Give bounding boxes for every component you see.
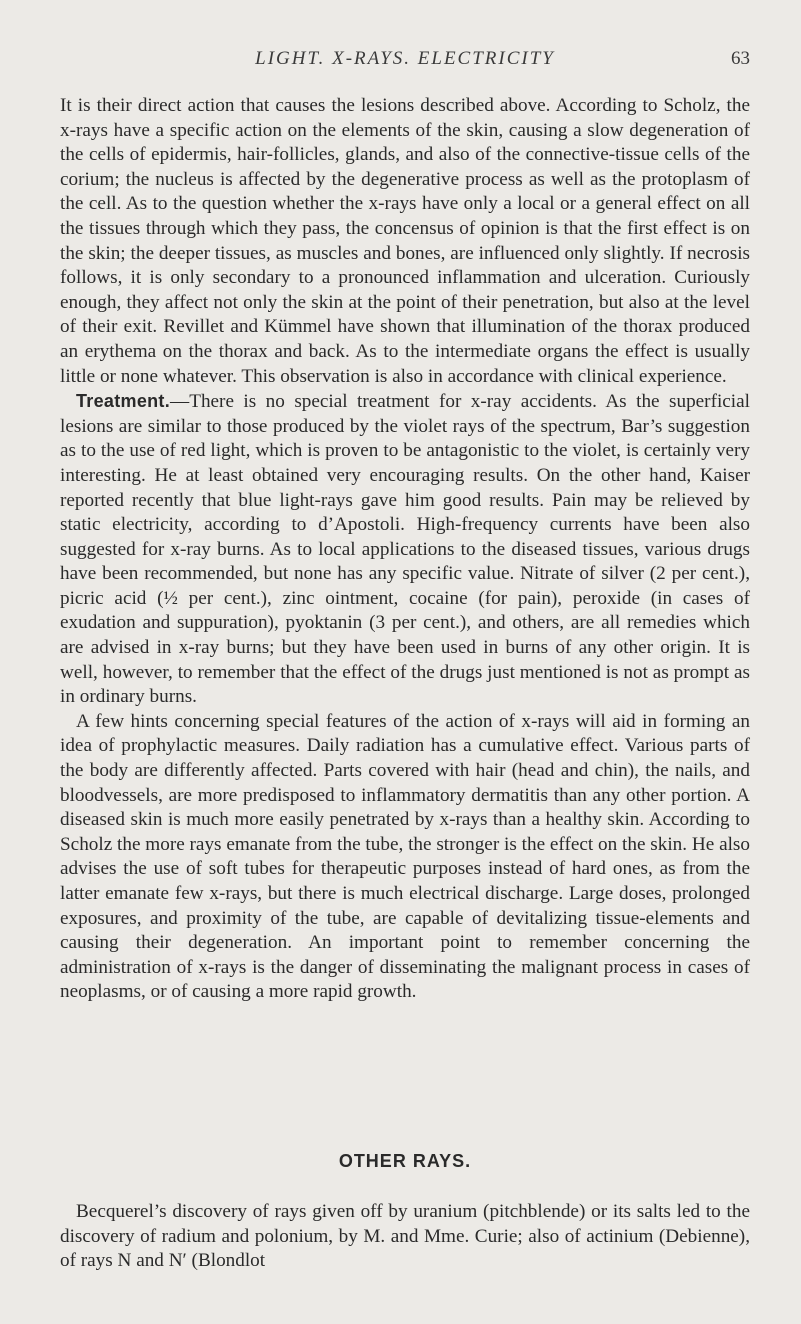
running-title: LIGHT. X-RAYS. ELECTRICITY [255, 48, 555, 69]
section-heading-other-rays: OTHER RAYS. [338, 1151, 472, 1171]
paragraph-lesions: It is their direct action that causes the lesions described above. According to Scholz, the x-rays have a specific action on the elements of the skin, causing a slow degeneration of the cells of epidermis, hair-follicles, glands, and also of the connective-tissue cells of the corium; the nucleus is affected by the degenerative process as well as the protoplasm of the cell. As to the question whether the x-rays have only a local or a general effect on all the tissues through which they pass, the concensus of opinion is that the first effect is on the skin; the deeper tissues, as muscles and bones, are influenced only slightly. If necrosis follows, it is only secondary to a pronounced inflammation and ulceration. Curiously enough, they affect not only the skin at the point of their penetration, but also at the level of their exit. Revillet and Kümmel have shown that illumination of the thorax produced an erythema on the thorax and back. As to the intermediate organs the effect is usually little or none whatever. This observation is also in accordance with clinical experience. [60, 95, 750, 387]
paragraph-becquerel: Becquerel’s discovery of rays given off by uranium (pitchblende) or its salts led to the discovery of radium and polonium, by M. and Mme. Curie; also of actinium (Debienne), of rays N and N′ (Blondlot [60, 1201, 750, 1272]
body-text [60, 94, 750, 1005]
page-number: 63 [731, 48, 750, 69]
paragraph-prophylaxis: A few hints concerning special features of the action of x-rays will aid in forming an idea of prophylactic measures. Daily radiation has a cumulative effect. Various parts of the body are differently affected. Parts covered with hair (head and chin), the nails, and bloodvessels, are more predisposed to inflammatory dermatitis than any other portion. A diseased skin is much more easily penetrated by x-rays than a healthy skin. According to Scholz the more rays emanate from the tube, the stronger is the effect on the skin. He also advises the use of soft tubes for therapeutic purposes instead of hard ones, as from the latter emanate few x-rays, but there is much electrical discharge. Large doses, prolonged exposures, and proximity of the tube, are capable of devitalizing tissue-elements and causing their degeneration. An important point to remember concerning the administration of x-rays is the danger of disseminating the malignant process in cases of neoplasms, or of causing a more rapid growth. [60, 710, 750, 1003]
treatment-run-in-heading: Treatment. [76, 391, 171, 412]
running-head [60, 48, 750, 78]
treatment-text: —There is no special treatment for x-ray accidents. As the superficial lesions are similar to those produced by the violet rays of the spectrum, Bar’s suggestion as to the use of red light, which is proven to be antagonistic to the violet, is certainly very interesting. He at least obtained very encouraging results. On the other hand, Kaiser reported recently that blue light-rays gave him good results. Pain may be relieved by static electricity, according to d’Apostoli. High-frequency currents have been also suggested for x-ray burns. As to local applications to the diseased tissues, various drugs have been recommended, but none has any specific value. Nitrate of silver (2 per cent.), picric acid (½ per cent.), zinc ointment, cocaine (for pain), peroxide (in cases of exudation and suppuration), pyoktanin (3 per cent.), and others, are all remedies which are advised in x-ray burns; but they have been used in burns of any other origin. It is well, however, to remember that the effect of the drugs just mentioned is not as prompt as in ordinary burns. [60, 391, 750, 708]
section-body [60, 1200, 750, 1274]
paragraph-treatment [60, 389, 750, 710]
